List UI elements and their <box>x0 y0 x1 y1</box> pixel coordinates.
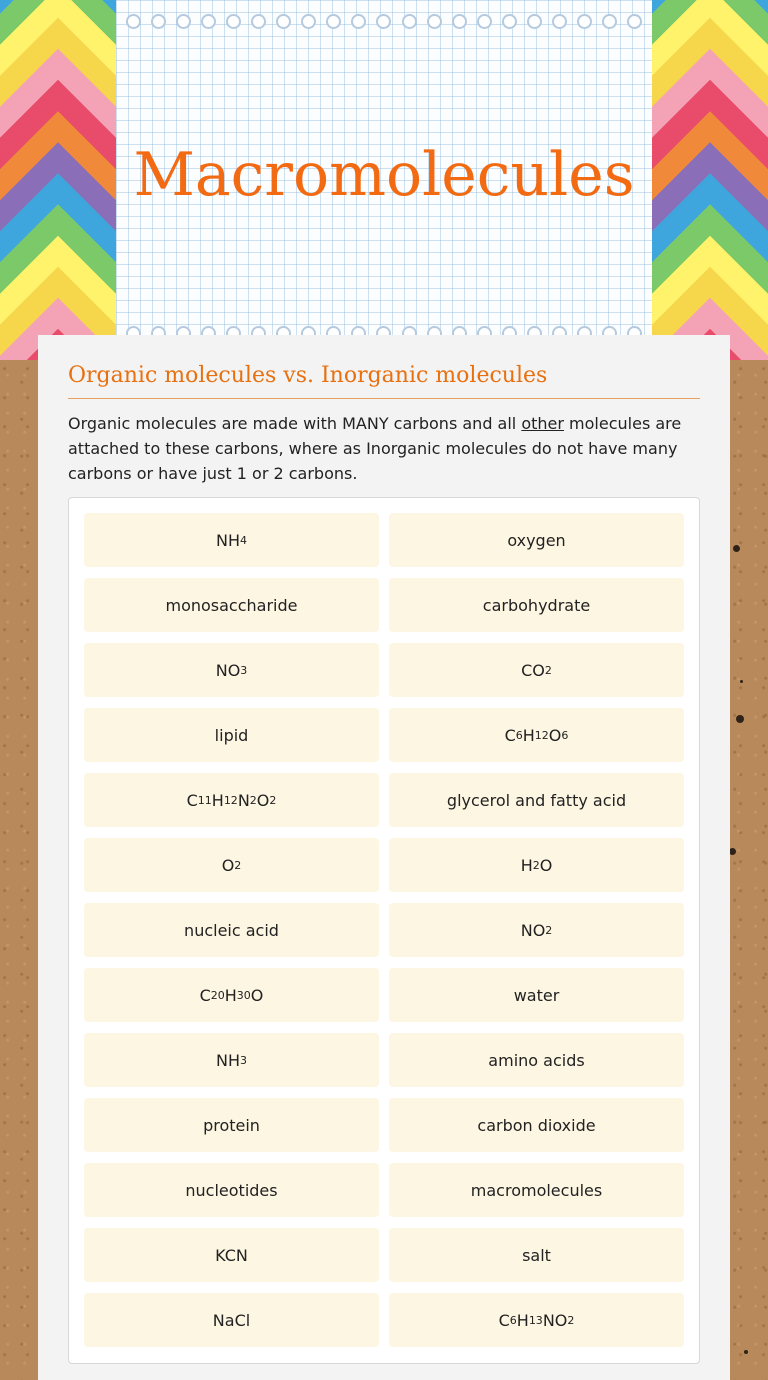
header-banner <box>0 0 768 360</box>
tile-11[interactable]: H 2 O <box>389 838 684 892</box>
tile-17[interactable]: amino acids <box>389 1033 684 1087</box>
ring <box>351 14 366 29</box>
tile-22[interactable]: KCN <box>84 1228 379 1282</box>
ring <box>326 14 341 29</box>
background-speck <box>744 1350 748 1354</box>
tile-5[interactable]: CO 2 <box>389 643 684 697</box>
ring <box>151 14 166 29</box>
matching-tiles-grid <box>68 497 700 1364</box>
tile-15[interactable]: water <box>389 968 684 1022</box>
tile-13[interactable]: NO 2 <box>389 903 684 957</box>
tile-6[interactable]: lipid <box>84 708 379 762</box>
worksheet-card <box>38 335 730 1380</box>
notebook-rings-top <box>126 14 642 30</box>
ring <box>376 14 391 29</box>
background-speck <box>740 680 743 683</box>
description-underlined: other <box>521 414 564 433</box>
section-description <box>68 411 704 486</box>
background-speck <box>736 715 744 723</box>
ring <box>126 14 141 29</box>
tile-9[interactable]: glycerol and fatty acid <box>389 773 684 827</box>
chevron-pattern-right-b <box>710 0 768 360</box>
tile-1[interactable]: oxygen <box>389 513 684 567</box>
ring <box>301 14 316 29</box>
ring <box>577 14 592 29</box>
ring <box>427 14 442 29</box>
section-title: Organic molecules vs. Inorganic molecules <box>68 363 700 399</box>
tile-3[interactable]: carbohydrate <box>389 578 684 632</box>
description-text-end: molecules are attached to these carbons, where as Inorganic molecules do not have many carbons or have just 1 or 2 carbons. <box>68 414 682 483</box>
ring <box>627 14 642 29</box>
ring <box>602 14 617 29</box>
ring <box>552 14 567 29</box>
tile-25[interactable]: C 6 H 13 NO 2 <box>389 1293 684 1347</box>
ring <box>402 14 417 29</box>
tile-12[interactable]: nucleic acid <box>84 903 379 957</box>
tile-4[interactable]: NO 3 <box>84 643 379 697</box>
background-speck <box>729 848 736 855</box>
description-text: Organic molecules are made with MANY carbons and all <box>68 414 522 433</box>
tile-24[interactable]: NaCl <box>84 1293 379 1347</box>
ring <box>251 14 266 29</box>
tile-7[interactable]: C 6 H 12 O 6 <box>389 708 684 762</box>
tile-20[interactable]: nucleotides <box>84 1163 379 1217</box>
tile-21[interactable]: macromolecules <box>389 1163 684 1217</box>
tile-23[interactable]: salt <box>389 1228 684 1282</box>
tile-16[interactable]: NH 3 <box>84 1033 379 1087</box>
ring <box>452 14 467 29</box>
chevron-pattern-left-b <box>58 0 116 360</box>
tile-0[interactable]: NH 4 <box>84 513 379 567</box>
tile-2[interactable]: monosaccharide <box>84 578 379 632</box>
ring <box>276 14 291 29</box>
tile-14[interactable]: C 20 H 30 O <box>84 968 379 1022</box>
tile-18[interactable]: protein <box>84 1098 379 1152</box>
tile-8[interactable]: C 11 H 12 N 2 O 2 <box>84 773 379 827</box>
ring <box>226 14 241 29</box>
ring <box>527 14 542 29</box>
tile-10[interactable]: O 2 <box>84 838 379 892</box>
page-title: Macromolecules <box>133 140 635 210</box>
chevron-pattern-left <box>0 0 58 360</box>
ring <box>176 14 191 29</box>
chevron-pattern-right <box>652 0 710 360</box>
ring <box>502 14 517 29</box>
background-speck <box>733 545 740 552</box>
ring <box>477 14 492 29</box>
tile-19[interactable]: carbon dioxide <box>389 1098 684 1152</box>
ring <box>201 14 216 29</box>
